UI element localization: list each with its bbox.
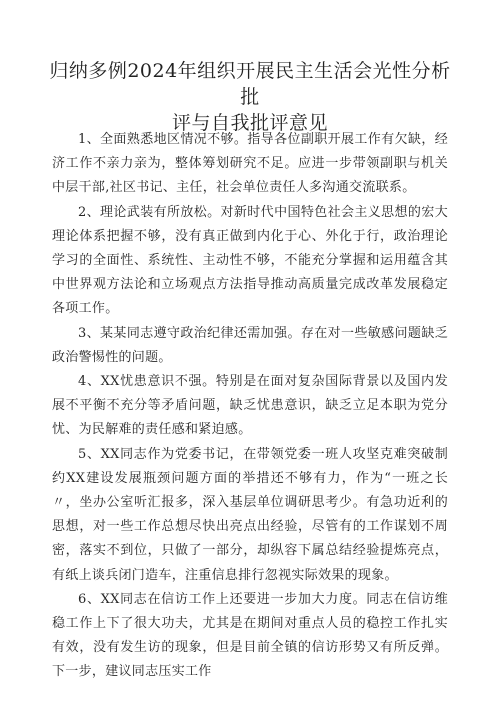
paragraph-3: 3、某某同志遵守政治纪律还需加强。存在对一些敏感问题缺乏政治警惕性的问题。	[52, 325, 448, 365]
paragraph-5: 5、XX同志作为党委书记，在带领党委一班人攻坚克难突破制约XX建设发展瓶颈问题方面的举措还不够有力，作为“一班之长〃，坐办公室听汇报多，深入基层单位调研思考少。有急功近利的思想，对一些工作总想尽快出亮点出经验，尽管有的工作谋划不周密，落实不到位，只做了一部分，却纵容下属总结经验提炼亮点，有纸上谈兵闭门造车，注重信息排行忽视实际效果的现象。	[52, 446, 448, 583]
paragraph-4: 4、XX忧患意识不强。特别是在面对复杂国际背景以及国内发展不平衡不充分等矛盾问题，缺乏忧患意识，缺乏立足本职为党分忧、为民解难的责任感和紧迫感。	[52, 374, 448, 438]
title-line-2: 评与自我批评意见	[171, 112, 328, 134]
paragraph-1: 1、全面熟悉地区情况不够。指导各位副职开展工作有欠缺，经济工作不亲力亲为，整体筹划研究不足。应进一步带领副职与机关中层干部,社区书记、主任，社会单位责任人多沟通交流联系。	[52, 132, 448, 196]
paragraph-6: 6、XX同志在信访工作上还要进一步加大力度。同志在信访维稳工作上下了很大功夫，尤其是在期间对重点人员的稳控工作扎实有效，没有发生访的现象，但是目前全镇的信访形势又有所反弹。下一步，建议同志压实工作	[52, 591, 448, 680]
document-title	[40, 58, 460, 136]
paragraph-2: 2、理论武装有所放松。对新时代中国特色社会主义思想的宏大理论体系把握不够，没有真正做到内化于心、外化于行，政治理论学习的全面性、系统性、主动性不够，不能充分掌握和运用蕴含其中世界观方法论和立场观点方法指导推动高质量完成改革发展稳定各项工作。	[52, 204, 448, 317]
title-line-1: 归纳多例2024年组织开展民主生活会光性分析批	[49, 60, 451, 108]
document-body	[52, 128, 448, 685]
